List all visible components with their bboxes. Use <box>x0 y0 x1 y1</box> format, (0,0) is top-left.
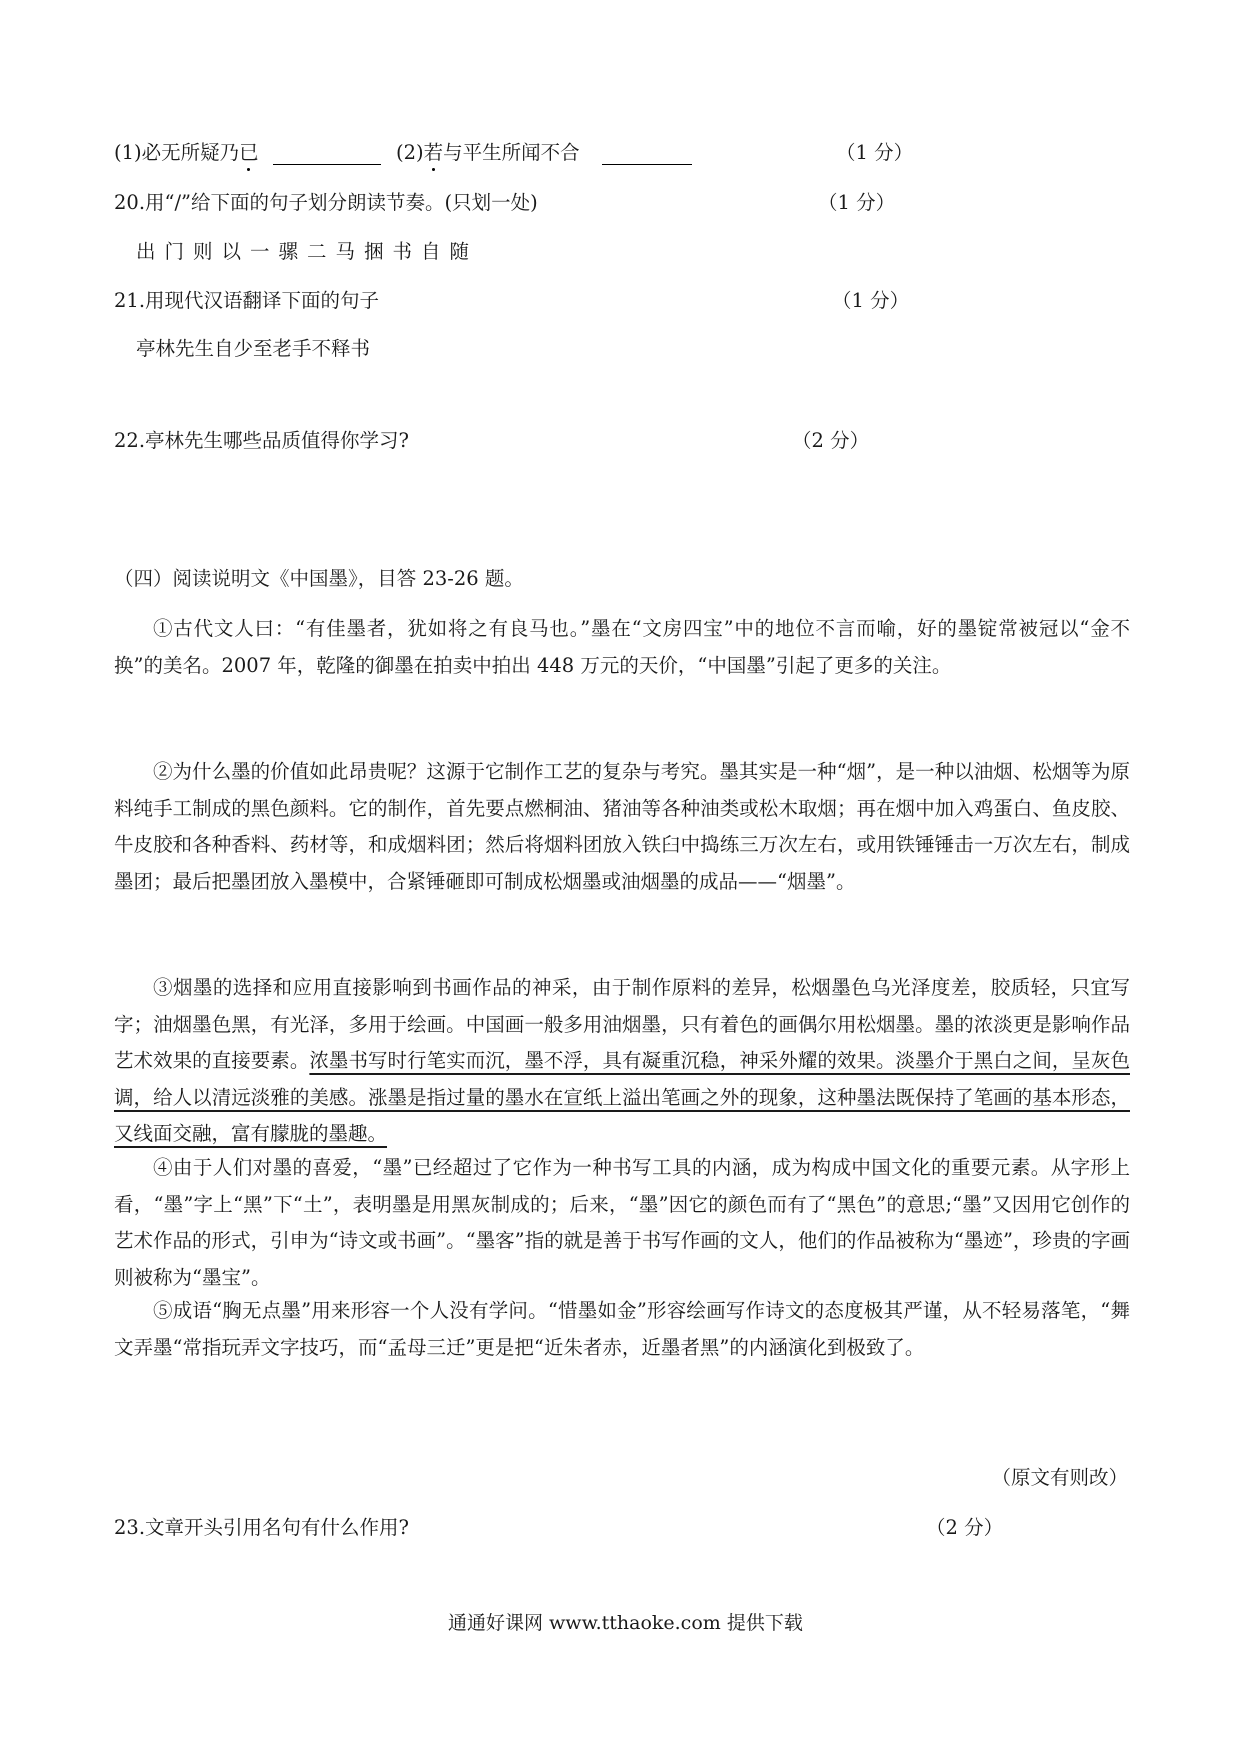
q21-sentence: 亭林先生自少至老手不释书 <box>136 337 371 360</box>
q19-item2 <box>396 137 692 165</box>
q22-score: （2 分） <box>792 429 870 452</box>
q19-answer-blank-2[interactable] <box>602 141 692 165</box>
paragraph-4: ④由于人们对墨的喜爱，“墨”已经超过了它作为一种书写工具的内涵，成为构成中国文化的重要元素。从字形上看，“墨”字上“黑”下“土”，表明墨是用黑灰制成的；后来，“墨”因它的颜色而有了“黑色”的意思;“墨”又因用它创作的艺术作品的形式，引申为“诗文或书画”。“墨客”指的就是善于书写作画的文人，他们的作品被称为“墨迹”，珍贵的字画则被称为“墨宝”。 <box>114 1156 1130 1289</box>
q19-item1-dotted-char: 已 <box>239 141 259 164</box>
q19-score: （1 分） <box>836 141 914 164</box>
q20-sentence: 出门则以一骡二马捆书自随 <box>136 240 479 263</box>
section4-heading: （四）阅读说明文《中国墨》，目答 23-26 题。 <box>114 567 524 590</box>
paragraph-3 <box>114 970 1130 1153</box>
paragraph-3-underlined: 浓墨书写时行笔实而沉，墨不浮，具有凝重沉稳，神采外耀的效果。淡墨介于黑白之间，呈灰色调，给人以清远淡雅的美感。涨墨是指过量的墨水在宣纸上溢出笔画之外的现象，这种墨法既保持了笔画的基本形态，又线面交融，富有朦胧的墨趣。 <box>114 1049 1130 1145</box>
q20-score: （1 分） <box>818 191 896 214</box>
source-note: （原文有则改） <box>991 1466 1128 1489</box>
paragraph-1: ①古代文人曰：“有佳墨者，犹如将之有良马也。”墨在“文房四宝”中的地位不言而喻，好的墨锭常被冠以“金不换”的美名。2007 年，乾隆的御墨在拍卖中拍出 448 万元的天价，“中国墨”引起了更多的关注。 <box>114 617 1130 677</box>
q19-item2-suffix: 与平生所闻不合 <box>443 141 580 164</box>
q19-item2-dotted-char: 若 <box>423 141 444 164</box>
paragraph-5: ⑤成语“胸无点墨”用来形容一个人没有学问。“惜墨如金”形容绘画写作诗文的态度极其严谨，从不轻易落笔，“舞文弄墨“常指玩弄文字技巧，而“孟母三迁”更是把“近朱者赤，近墨者黑”的内涵演化到极致了。 <box>114 1299 1130 1359</box>
q19-item1-prefix: (1)必无所疑乃 <box>114 141 240 164</box>
q23-prompt: 23.文章开头引用名句有什么作用? <box>114 1516 409 1539</box>
q21-prompt: 21.用现代汉语翻译下面的句子 <box>114 289 380 312</box>
q19-item2-prefix: (2) <box>396 141 424 164</box>
q19-line <box>114 137 381 165</box>
q23-score: （2 分） <box>926 1516 1004 1539</box>
q19-answer-blank-1[interactable] <box>273 141 381 165</box>
q22-prompt: 22.亭林先生哪些品质值得你学习? <box>114 429 409 452</box>
q20-prompt: 20.用“/”给下面的句子划分朗读节奏。(只划一处) <box>114 191 538 214</box>
paragraph-2: ②为什么墨的价值如此昂贵呢？这源于它制作工艺的复杂与考究。墨其实是一种“烟”，是一种以油烟、松烟等为原料纯手工制成的黑色颜料。它的制作，首先要点燃桐油、猪油等各种油类或松木取烟；再在烟中加入鸡蛋白、鱼皮胶、牛皮胶和各种香料、药材等，和成烟料团；然后将烟料团放入铁臼中捣练三万次左右，或用铁锤锤击一万次左右，制成墨团；最后把墨团放入墨模中，合紧锤砸即可制成松烟墨或油烟墨的成品——“烟墨”。 <box>114 760 1130 893</box>
page-footer: 通通好课网 www.tthaoke.com 提供下载 <box>448 1612 803 1634</box>
q21-score: （1 分） <box>832 289 910 312</box>
paragraph-3-plain: ③烟墨的选择和应用直接影响到书画作品的神采，由于制作原料的差异，松烟墨色乌光泽度差，胶质轻，只宜写字；油烟墨色黑，有光泽，多用于绘画。中国画一般多用油烟墨，只有着色的画偶尔用松烟墨。墨的浓淡更是影响作品艺术效果的直接要素。 <box>114 976 1130 1072</box>
